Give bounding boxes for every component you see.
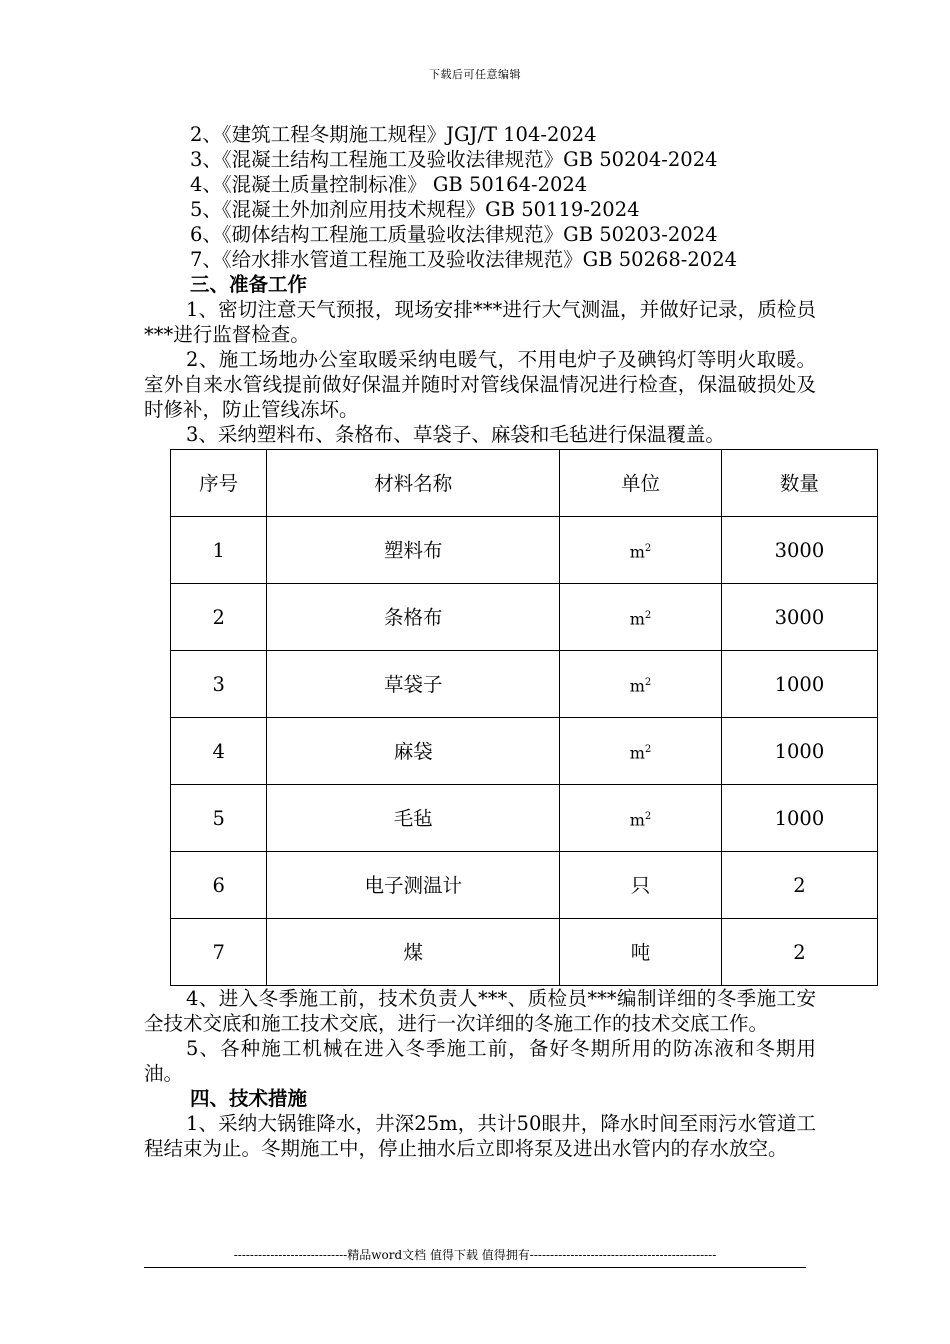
table-row <box>171 651 878 718</box>
table-header-row <box>171 450 878 517</box>
quantity-cell: 1000 <box>721 651 877 718</box>
unit-cell: $m^2$ <box>560 718 722 785</box>
column-header: 单位 <box>560 450 722 517</box>
row-number-cell: 3 <box>171 651 267 718</box>
quantity-cell: 1000 <box>721 718 877 785</box>
unit-cell: 只 <box>560 852 722 919</box>
reference-item: 3、《混凝土结构工程施工及验收法律规范》GB 50204-2024 <box>190 148 718 171</box>
paragraph: 2、施工场地办公室取暖采纳电暖气，不用电炉子及碘钨灯等明火取暖。室外自来水管线提前做好保温并随时对管线保温情况进行检查，保温破损处及时修补，防止管线冻坏。 <box>144 348 816 421</box>
paragraph: 1、采纳大锅锥降水，井深25m，共计50眼井，降水时间至雨污水管道工程结束为止。冬期施工中，停止抽水后立即将泵及进出水管内的存水放空。 <box>144 1112 816 1160</box>
table-row <box>171 852 878 919</box>
column-header: 序号 <box>171 450 267 517</box>
unit-cell: $m^2$ <box>560 651 722 718</box>
material-name-cell: 草袋子 <box>267 651 560 718</box>
row-number-cell: 6 <box>171 852 267 919</box>
table-row <box>171 785 878 852</box>
row-number-cell: 2 <box>171 584 267 651</box>
reference-item: 4、《混凝土质量控制标准》 GB 50164-2024 <box>190 173 588 196</box>
reference-item: 7、《给水排水管道工程施工及验收法律规范》GB 50268-2024 <box>190 248 738 271</box>
paragraph: 1、密切注意天气预报，现场安排***进行大气测温，并做好记录，质检员***进行监督检查。 <box>144 298 816 346</box>
section-heading: 三、准备工作 <box>190 273 308 296</box>
material-name-cell: 毛毡 <box>267 785 560 852</box>
header-note: 下载后可任意编辑 <box>429 68 521 81</box>
paragraph: 4、进入冬季施工前，技术负责人***、质检员***编制详细的冬季施工安全技术交底和施工技术交底，进行一次详细的冬施工作的技术交底工作。 <box>144 987 816 1035</box>
table-row <box>171 919 878 986</box>
reference-item: 5、《混凝土外加剂应用技术规程》GB 50119-2024 <box>190 198 640 221</box>
quantity-cell: 1000 <box>721 785 877 852</box>
unit-cell: $m^2$ <box>560 785 722 852</box>
section-heading: 四、技术措施 <box>190 1087 308 1110</box>
unit-cell: $m^2$ <box>560 517 722 584</box>
quantity-cell: 2 <box>721 852 877 919</box>
row-number-cell: 7 <box>171 919 267 986</box>
column-header: 材料名称 <box>267 450 560 517</box>
quantity-cell: 3000 <box>721 517 877 584</box>
table-row <box>171 718 878 785</box>
document-body <box>144 122 825 1161</box>
material-name-cell: 塑料布 <box>267 517 560 584</box>
table-row <box>171 584 878 651</box>
reference-item: 6、《砌体结构工程施工质量验收法律规范》GB 50203-2024 <box>190 223 718 246</box>
materials-table <box>170 449 878 986</box>
unit-cell: $m^2$ <box>560 584 722 651</box>
row-number-cell: 5 <box>171 785 267 852</box>
paragraph: 5、各种施工机械在进入冬季施工前，备好冬期所用的防冻液和冬期用油。 <box>144 1037 816 1085</box>
quantity-cell: 3000 <box>721 584 877 651</box>
row-number-cell: 4 <box>171 718 267 785</box>
table-row <box>171 517 878 584</box>
column-header: 数量 <box>721 450 877 517</box>
unit-cell: 吨 <box>560 919 722 986</box>
row-number-cell: 1 <box>171 517 267 584</box>
material-name-cell: 条格布 <box>267 584 560 651</box>
quantity-cell: 2 <box>721 919 877 986</box>
reference-item: 2、《建筑工程冬期施工规程》JGJ/T 104-2024 <box>190 123 597 146</box>
footer-banner: ----------------------------精品word文档 值得下载 值得拥有---------------------------------------------- <box>144 1246 806 1268</box>
paragraph: 3、采纳塑料布、条格布、草袋子、麻袋和毛毡进行保温覆盖。 <box>186 423 725 446</box>
material-name-cell: 电子测温计 <box>267 852 560 919</box>
material-name-cell: 煤 <box>267 919 560 986</box>
material-name-cell: 麻袋 <box>267 718 560 785</box>
